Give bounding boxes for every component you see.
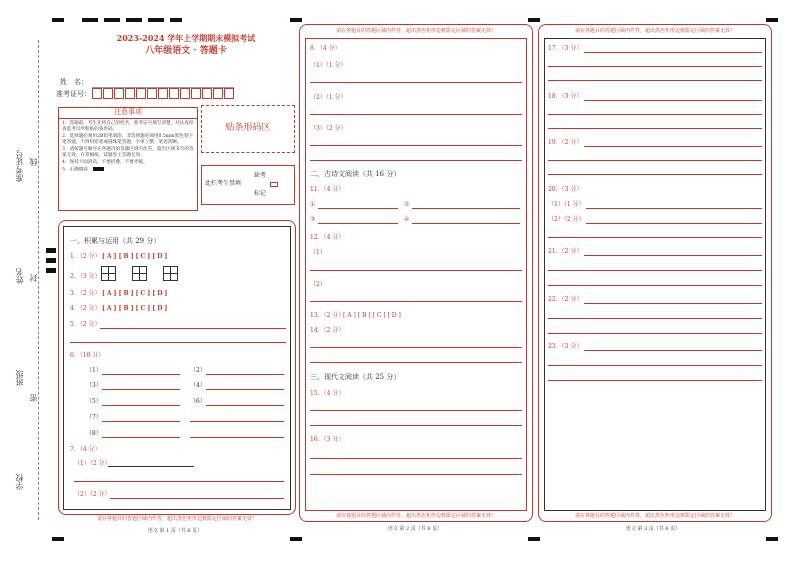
q11-answer-line[interactable]: [412, 208, 520, 209]
notice-title: 注意事项: [59, 108, 197, 119]
q7-label: 7．（4 分）: [70, 446, 101, 453]
q17-answer-line[interactable]: [548, 66, 762, 67]
q17-label: 17．（3 分）: [548, 45, 583, 52]
q15-answer-line[interactable]: [310, 425, 522, 426]
q7-2-label: （2）（2 分）: [74, 491, 111, 498]
exam-no-digit-box[interactable]: [147, 88, 157, 99]
registration-mark: [290, 537, 302, 541]
q19-answer-line[interactable]: [548, 174, 762, 175]
q17-answer-line[interactable]: [584, 52, 762, 53]
q11-answer-line[interactable]: [318, 223, 398, 224]
exam-no-digit-box[interactable]: [202, 88, 212, 99]
q12-answer-line[interactable]: [310, 270, 522, 271]
side-line-label: 线: [29, 158, 38, 166]
q6-answer-line[interactable]: [102, 421, 180, 422]
q16-answer-line[interactable]: [310, 474, 522, 475]
q13-options[interactable]: [ A ] [ B ] [ C ] [ D ]: [343, 312, 401, 319]
registration-mark: [52, 537, 64, 541]
exam-no-digit-box[interactable]: [180, 88, 190, 99]
q20-answer-line[interactable]: [548, 237, 762, 238]
q19-label: 19．（2 分）: [548, 139, 583, 146]
q6-item: （6）: [190, 398, 206, 405]
exam-no-digit-box[interactable]: [213, 88, 223, 99]
absence-label-top: 缺考: [254, 172, 267, 179]
notice-item: 4．保持卡面清洁，不要折叠、不要弄破。: [62, 160, 148, 165]
registration-mark: [52, 18, 64, 22]
exam-no-digit-box[interactable]: [103, 88, 113, 99]
q12-2-label: （2）: [310, 281, 326, 288]
q6-item: （5）: [86, 398, 102, 405]
col2-footer: 语文 第 2 页（共 6 页）: [387, 526, 443, 532]
q6-item: （1）: [86, 367, 102, 374]
section2-title: 二、古诗文阅读（共 16 分）: [310, 170, 401, 178]
notice-item: 5．正确填涂: [62, 167, 88, 173]
q6-answer-line[interactable]: [206, 389, 284, 390]
col3-warning-top: 请在各题目的答题区域内作答，超出黑色矩形边框限定区域的答案无效！: [574, 28, 735, 34]
q6-label: 6．（10 分）: [70, 352, 105, 359]
q1-options[interactable]: [ A ] [ B ] [ C ] [ D ]: [102, 253, 168, 260]
notice-item: 1．答题前，考生先将自己的姓名，准考证号填写清楚，并认真检查监考员所粘贴的条形码。: [62, 121, 194, 132]
registration-mark: [290, 18, 302, 22]
registration-mark: [46, 268, 56, 273]
q8-2-label: （2）（1 分）: [310, 94, 347, 101]
q16-label: 16．（3 分）: [310, 436, 345, 443]
notice-item: 2．选择题必须用2B铅笔填涂；非选择题必须用0.5mm黑色签字笔答题，不得用铅笔或圆珠笔答题；字体工整、笔迹清晰。: [62, 134, 193, 145]
q6-answer-line[interactable]: [102, 405, 180, 406]
q2-label: 2．（3 分）: [70, 273, 101, 280]
absence-text: 此栏考生禁填: [205, 180, 242, 187]
q7-answer-line[interactable]: [74, 481, 284, 482]
q8-answer-line[interactable]: [310, 114, 522, 115]
q11-label: 11．（4 分）: [310, 186, 345, 193]
absence-label-bottom: 标记: [254, 190, 267, 197]
q6-item: （4）: [190, 382, 206, 389]
q1-label: 1．（2 分）: [70, 253, 101, 260]
exam-no-digit-box[interactable]: [158, 88, 168, 99]
q22-answer-line[interactable]: [548, 318, 762, 319]
exam-no-digit-box[interactable]: [224, 88, 234, 99]
col1-warning: 请在各题目的答题区域内作答，超出黑色矩形边框限定区域的答案无效！: [96, 516, 257, 522]
q20-answer-line[interactable]: [586, 223, 762, 224]
notice-item-fill-example: [62, 167, 194, 174]
exam-subtitle: 八年级语文 · 答题卡: [145, 46, 227, 56]
q18-answer-line[interactable]: [548, 128, 762, 129]
q7-answer-line[interactable]: [108, 466, 194, 467]
q20-answer-line[interactable]: [586, 208, 762, 209]
q11-answer-line[interactable]: [412, 223, 520, 224]
name-label: 姓 名：: [60, 78, 88, 86]
q7-answer-line[interactable]: [110, 498, 284, 499]
q16-answer-line[interactable]: [310, 458, 522, 459]
q2-tian-box[interactable]: [132, 266, 147, 281]
registration-mark: [528, 18, 540, 22]
q15-label: 15．（4 分）: [310, 390, 345, 397]
q11-mark: ④: [404, 216, 410, 223]
section3-title: 三、现代文阅读（共 25 分）: [310, 373, 401, 381]
col1-footer: 语文 第 1 页（共 6 页）: [147, 528, 203, 534]
q6-item: （2）: [190, 367, 206, 374]
q19-answer-line[interactable]: [548, 160, 762, 161]
q12-1-label: （1）: [310, 249, 326, 256]
q4-label: 4．（2 分）: [70, 305, 101, 312]
q6-answer-line[interactable]: [102, 374, 180, 375]
barcode-area: [201, 105, 295, 153]
registration-mark: [766, 18, 778, 22]
q19-answer-line[interactable]: [584, 146, 762, 147]
q12-label: 12．（4 分）: [310, 234, 345, 241]
exam-no-label: 准考证号：: [56, 90, 91, 98]
q21-answer-line[interactable]: [584, 255, 762, 256]
side-secret-label: 密: [29, 394, 38, 402]
q14-answer-line[interactable]: [310, 362, 522, 363]
q5-answer-line[interactable]: [70, 342, 286, 343]
q18-answer-line[interactable]: [584, 100, 762, 101]
registration-mark: [170, 18, 182, 22]
q23-answer-line[interactable]: [548, 380, 762, 381]
registration-mark: [46, 258, 56, 263]
q23-label: 23．（3 分）: [548, 343, 583, 350]
q5-answer-line[interactable]: [100, 328, 286, 329]
col3-footer: 语文 第 3 页（共 6 页）: [625, 526, 681, 532]
q22-answer-line[interactable]: [584, 303, 762, 304]
q8-answer-line[interactable]: [310, 145, 522, 146]
absence-box: [201, 165, 295, 205]
col3-warning-bottom: 请在各题目的答题区域内作答，超出黑色矩形边框限定区域的答案无效！: [574, 513, 735, 519]
filled-mark-icon: [93, 167, 104, 171]
exam-no-digit-box[interactable]: [169, 88, 179, 99]
q2-tian-box[interactable]: [101, 266, 116, 281]
exam-no-digit-box[interactable]: [92, 88, 102, 99]
q17-answer-line[interactable]: [548, 80, 762, 81]
q6-item: （8）: [86, 430, 102, 437]
q11-mark: ①: [310, 201, 316, 208]
registration-mark: [766, 537, 778, 541]
q6-answer-line[interactable]: [206, 374, 284, 375]
q20-2-label: （2）（2 分）: [548, 216, 585, 223]
barcode-label: 贴条形码区: [225, 123, 271, 133]
q12-answer-line[interactable]: [310, 301, 522, 302]
q3-options[interactable]: [ A ] [ B ] [ C ] [ D ]: [102, 290, 168, 297]
q22-answer-line[interactable]: [548, 333, 762, 334]
q13-label: 13．（2 分）: [310, 312, 345, 319]
notice-item: 3．请按题号顺序在各题目的答题区域内作答，超出区域书写的答案无效；在草稿纸、试题卷上答题无效。: [62, 147, 194, 158]
q20-label: 20．（3 分）: [548, 186, 583, 193]
inner-frame-3: [544, 38, 766, 511]
q6-item: （3）: [86, 382, 102, 389]
q11-answer-line[interactable]: [318, 208, 398, 209]
registration-mark: [126, 18, 142, 22]
registration-mark: [82, 18, 98, 22]
q6-item: （7）: [86, 414, 102, 421]
side-name-label: 姓名: [15, 268, 24, 284]
q7-1-label: （1）（2 分）: [74, 460, 111, 467]
exam-no-digit-box[interactable]: [114, 88, 124, 99]
col2-warning-bottom: 请在各题目的答题区域内作答，超出黑色矩形边框限定区域的答案无效！: [335, 513, 496, 519]
q4-options[interactable]: [ A ] [ B ] [ C ] [ D ]: [102, 305, 168, 312]
q22-label: 22．（2 分）: [548, 296, 583, 303]
registration-mark: [46, 248, 56, 253]
section1-title: 一、积累与运用（共 29 分）: [70, 237, 161, 245]
q6-answer-line[interactable]: [102, 389, 180, 390]
side-class-label: 班级: [15, 370, 24, 386]
q8-answer-line[interactable]: [310, 82, 522, 83]
exam-title: 2023-2024 学年上学期期末模拟考试: [116, 33, 256, 43]
q14-label: 14．（2 分）: [310, 327, 345, 334]
exam-no-digit-box[interactable]: [191, 88, 201, 99]
registration-mark: [528, 537, 540, 541]
q6-answer-line[interactable]: [190, 421, 284, 422]
q8-answer-line[interactable]: [310, 160, 522, 161]
side-school-label: 学校: [15, 474, 24, 490]
q23-answer-line[interactable]: [584, 350, 762, 351]
q21-label: 21．（2 分）: [548, 248, 583, 255]
exam-no-digit-box[interactable]: [136, 88, 146, 99]
q6-answer-line[interactable]: [206, 405, 284, 406]
q6-answer-line[interactable]: [190, 437, 284, 438]
absence-checkbox[interactable]: [270, 182, 278, 187]
q8-3-label: （3）（2 分）: [310, 125, 347, 132]
q11-mark: ③: [310, 216, 316, 223]
side-exam-no-label: 准考证号: [15, 150, 24, 182]
q18-label: 18．（3 分）: [548, 93, 583, 100]
q2-tian-box[interactable]: [163, 266, 178, 281]
q18-answer-line[interactable]: [548, 114, 762, 115]
q6-answer-line[interactable]: [102, 437, 180, 438]
q20-1-label: （1）（1 分）: [548, 201, 585, 208]
q21-answer-line[interactable]: [548, 270, 762, 271]
q15-answer-line[interactable]: [310, 410, 522, 411]
side-seal-label: 封: [29, 274, 38, 282]
q14-answer-line[interactable]: [310, 347, 522, 348]
registration-mark: [104, 18, 120, 22]
q5-label: 5．（2 分）: [70, 321, 101, 328]
exam-no-digit-box[interactable]: [125, 88, 135, 99]
registration-mark: [148, 18, 164, 22]
q21-answer-line[interactable]: [548, 285, 762, 286]
q3-label: 3．（2 分）: [70, 290, 101, 297]
q23-answer-line[interactable]: [548, 365, 762, 366]
q11-mark: ②: [404, 201, 410, 208]
q8-1-label: （1）（1 分）: [310, 62, 347, 69]
notice-box: [58, 107, 198, 211]
notice-list: [59, 119, 197, 176]
q8-label: 8．（4 分）: [310, 45, 341, 52]
col2-warning-top: 请在各题目的答题区域内作答，超出黑色矩形边框限定区域的答案无效！: [335, 28, 496, 34]
